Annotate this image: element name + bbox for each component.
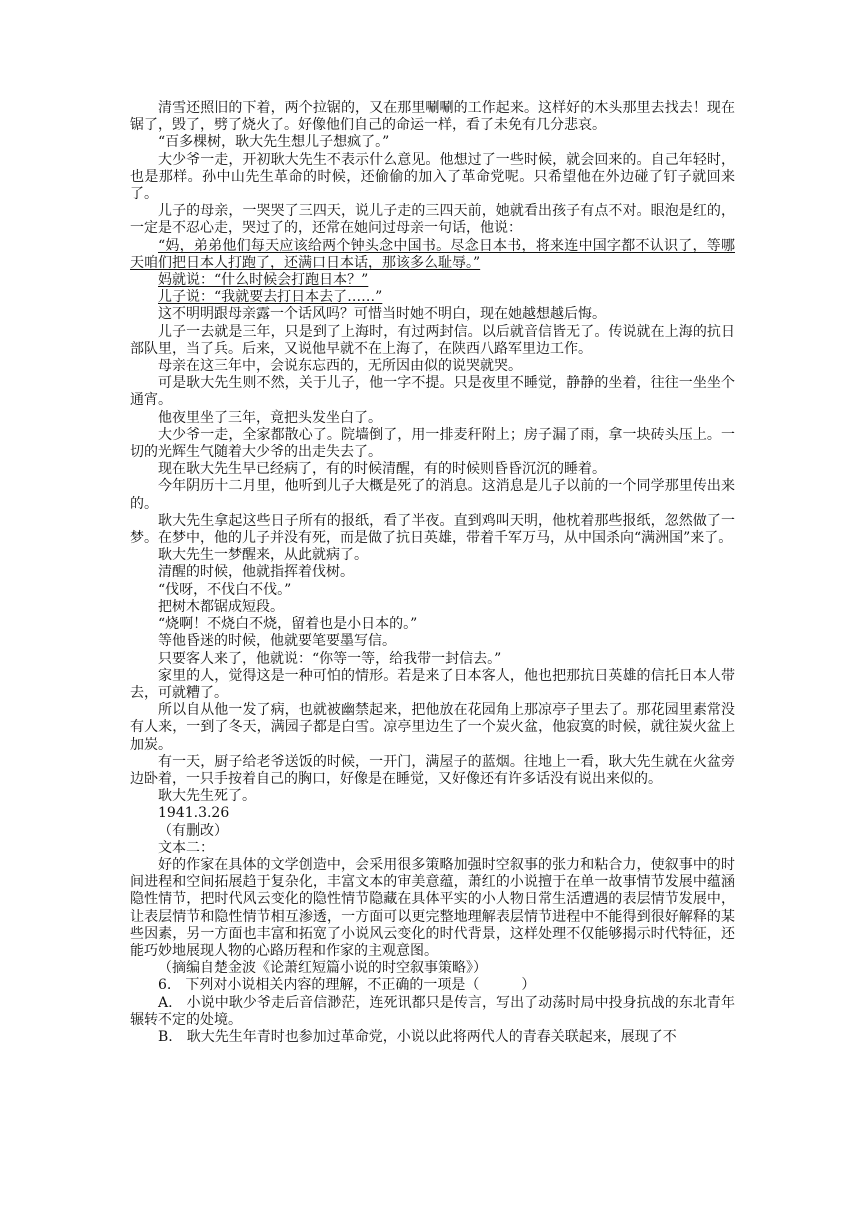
option-a: A. 小说中耿少爷走后音信渺茫，连死讯都只是传言，写出了动荡时局中投身抗战的东北青年辗转不定的处境。	[130, 994, 735, 1028]
paragraph: 耿大先生一梦醒来，从此就病了。	[158, 547, 368, 564]
paragraph: “百多棵树，耿大先生想儿子想疯了。”	[158, 134, 390, 151]
paragraph: 有一天，厨子给老爷送饭的时候，一开门，满屋子的蓝烟。往地上一看，耿大先生就在火盆旁边卧着，一只手按着自己的胸口，好像是在睡觉，又好像还有许多话没有说出来似的。	[130, 753, 735, 787]
paragraph: 可是耿大先生则不然，关于儿子，他一字不提。只是夜里不睡觉，静静的坐着，往往一坐坐个通宵。	[130, 375, 735, 409]
paragraph: 把树木都锯成短段。	[158, 598, 284, 615]
paragraph: 家里的人，觉得这是一种可怕的情形。若是来了日本客人，他也把那抗日英雄的信托日本人带去，可就糟了。	[130, 667, 735, 701]
paragraph: 儿子的母亲，一哭哭了三四天，说儿子走的三四天前，她就看出孩子有点不对。眼泡是红的，一定是不忍心走，哭过了的，还常在她问过母亲一句话，他说：	[130, 203, 735, 237]
paragraph: 大少爷一走，全家都散心了。院墙倒了，用一排麦秆附上；房子漏了雨，拿一块砖头压上。一切的光辉生气随着大少爷的出走失去了。	[130, 426, 735, 461]
paragraph: 耿大先生拿起这些日子所有的报纸，看了半夜。直到鸡叫天明，他枕着那些报纸，忽然做了一梦。在梦中，他的儿子并没有死，而是做了抗日英雄，带着千军万马，从中国杀向“满洲国”来了。	[130, 512, 735, 547]
paragraph: 他夜里坐了三年，竟把头发坐白了。	[158, 409, 382, 426]
paragraph: 好的作家在具体的文学创造中，会采用很多策略加强时空叙事的张力和粘合力，使叙事中的时间进程和空间拓展趋于复杂化，丰富文本的审美意蕴，萧红的小说擅于在单一故事情节发展中蕴涵隐性情节，把时代风云变化的隐性情节隐藏在具体平实的小人物日常生活遭遇的表层情节发展中，让表层情节和隐性情节相互渗透，一方面可以更完整地理解表层情节进程中不能得到很好解释的某些因素，另一方面也丰富和拓宽了小说风云变化的时代背景，这样处理不仅能够揭示时代特征，还能巧妙地展现人物的心路历程和作家的主观意图。	[130, 856, 735, 959]
paragraph: 今年阴历十二月里，他听到儿子大概是死了的消息。这消息是儿子以前的一个同学那里传出来的。	[130, 478, 735, 512]
edit-note: （有删改）	[158, 822, 228, 839]
paragraph	[130, 272, 735, 289]
paragraph: 等他昏迷的时候，他就要笔要墨写信。	[158, 633, 396, 650]
underlined-paragraph: “妈，弟弟他们每天应该给两个钟头念中国书。尽念日本书，将来连中国字都不认识了，等哪天咱们把日本人打跑了，还满口日本话，那该多么耻辱。”	[130, 237, 735, 271]
paragraph: 儿子一去就是三年，只是到了上海时，有过两封信。以后就音信皆无了。传说就在上海的抗日部队里，当了兵。后来，又说他早就不在上海了，在陕西八路军里边工作。	[130, 323, 735, 357]
paragraph: 所以自从他一发了病，也就被幽禁起来，把他放在花园角上那凉亭子里去了。那花园里素常没有人来，一到了冬天，满园子都是白雪。凉亭里边生了一个炭火盆，他寂寞的时候，就往炭火盆上加炭。	[130, 702, 735, 753]
paragraph: “烧啊！不烧白不烧，留着也是小日本的。”	[158, 616, 418, 633]
underlined-sentence: 妈就说：“什么时候会打跑日本？”	[158, 272, 369, 289]
text-two-heading: 文本二：	[158, 839, 214, 856]
paragraph: 现在耿大先生早已经病了，有的时候清醒，有的时候则昏昏沉沉的睡着。	[158, 461, 606, 478]
source-citation: （摘编自楚金波《论萧红短篇小说的时空叙事策略》）	[158, 960, 487, 977]
paragraph: 清醒的时候，他就指挥着伐树。	[158, 564, 354, 581]
paragraph: 耿大先生死了。	[158, 788, 256, 805]
paragraph: 母亲在这三年中，会说东忘西的，无所因由似的说哭就哭。	[158, 358, 522, 375]
underlined-sentence: 儿子说：“我就要去打日本去了……”	[158, 289, 383, 306]
option-b: B. 耿大先生年青时也参加过革命党，小说以此将两代人的青春关联起来，展现了不	[158, 1028, 677, 1045]
document-body	[130, 100, 735, 1046]
paragraph: 清雪还照旧的下着，两个拉锯的，又在那里唰唰的工作起来。这样好的木头那里去找去！现在锯了，毁了，劈了烧火了。好像他们自己的命运一样，看了未免有几分悲哀。	[130, 100, 735, 134]
paragraph	[130, 289, 735, 306]
paragraph: 大少爷一走，开初耿大先生不表示什么意见。他想过了一些时候，就会回来的。自己年轻时，也是那样。孙中山先生革命的时候，还偷偷的加入了革命党呢。只希望他在外边碰了钉子就回来了。	[130, 151, 735, 203]
question-stem: 6. 下列对小说相关内容的理解，不正确的一项是（ ）	[158, 977, 536, 994]
paragraph: “伐呀，不伐白不伐。”	[158, 581, 292, 598]
paragraph: 只要客人来了，他就说：“你等一等，给我带一封信去。”	[158, 650, 502, 667]
date-line: 1941.3.26	[158, 805, 230, 822]
paragraph: 这不明明跟母亲露一个话风吗？可惜当时她不明白，现在她越想越后悔。	[158, 306, 606, 323]
